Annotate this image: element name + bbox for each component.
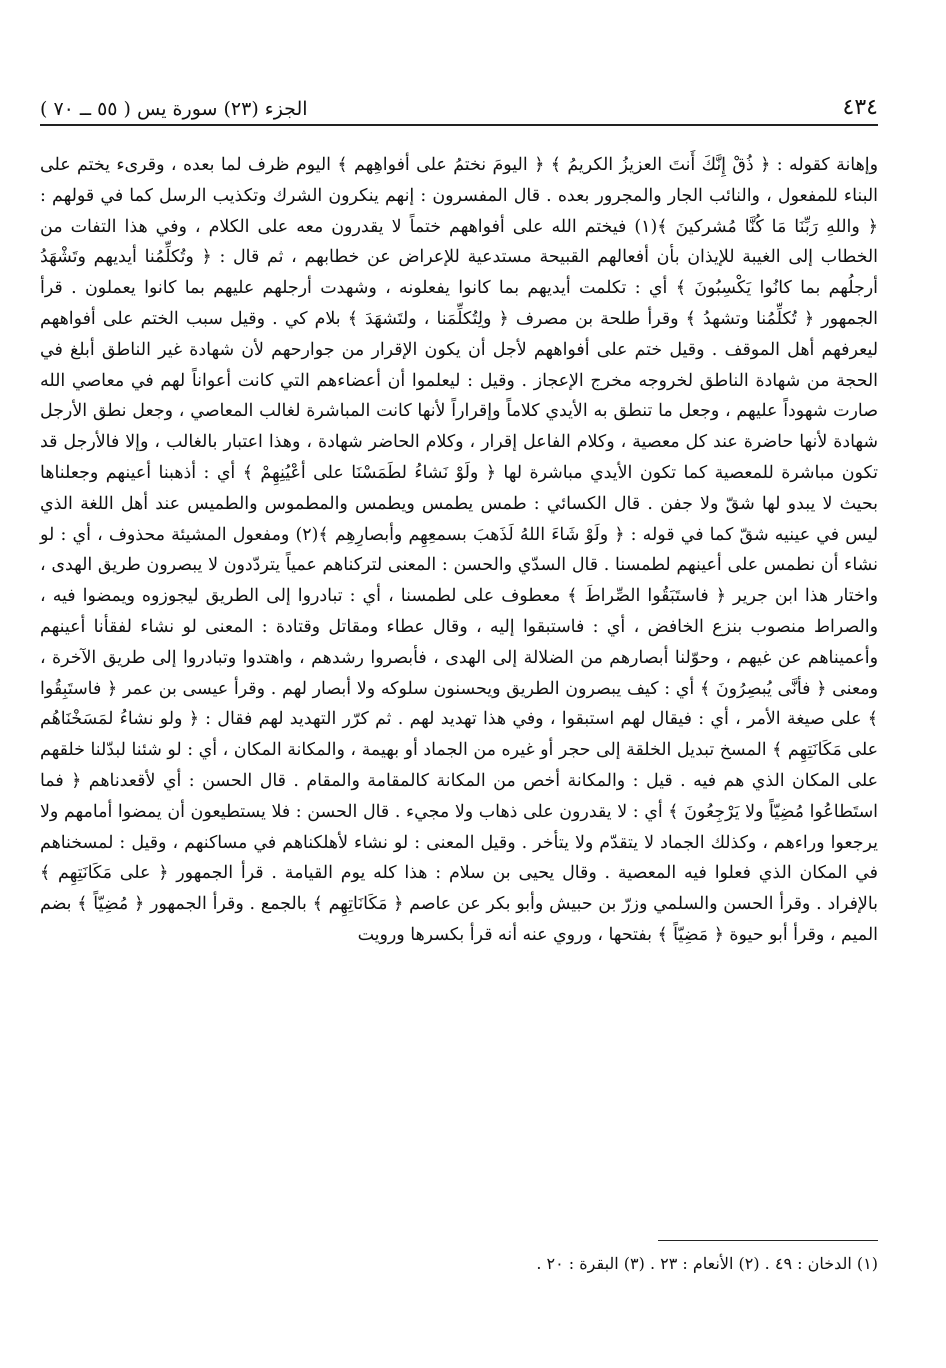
page-number: ٤٣٤ bbox=[842, 95, 878, 120]
footnotes-text: (١) الدخان : ٤٩ . (٢) الأنعام : ٢٣ . (٣) البقرة : ٢٠ . bbox=[536, 1254, 878, 1273]
footnote-rule bbox=[658, 1240, 878, 1241]
running-title: الجزء (٢٣) سورة يس ( ٥٥ ــ ٧٠ ) bbox=[40, 98, 308, 120]
body-paragraph: وإهانة كقوله : ﴿ ذُقْ إِنَّكَ أَنتَ العزيزُ الكريمُ ﴾ ﴿ اليومَ نختمُ على أفواهِهم ﴾ اليوم ظرف لما بعده ، وقرىء يختم على البناء للمفعول ، والنائب الجار والمجرور بعده . قال المفسرون : إنهم ينكرون الشرك وتكذيب الرسل كما في قولهم : ﴿ واللهِ رَبِّنَا مَا كُنَّا مُشركينَ ﴾(١) فيختم الله على أفواههم ختماً لا يقدرون معه على الكلام ، وفي هذا التفات من الخطاب إلى الغيبة للإيذان بأن أفعالهم القبيحة مستدعية للإعراض عن خطابهم ، ثم قال : ﴿ وتُكلِّمُنا أيديهم وتَشْهَدُ أرجلُهم بما كانُوا يَكْسِبُونَ ﴾ أي : تكلمت أيديهم بما كانوا يفعلونه ، وشهدت أرجلهم عليهم بما كانوا يعملون . قرأ الجمهور ﴿ تُكلِّمُنا وتشهدُ ﴾ وقرأ طلحة بن مصرف ﴿ ولِتُكلِّمَنا ، ولتَشهَدَ ﴾ بلام كي . وقيل سبب الختم على أفواههم ليعرفهم أهل الموقف . وقيل ختم على أفواههم لأجل أن يكون الإقرار من جوارحهم لأن شهادة غير الناطق أبلغ في الحجة من شهادة الناطق لخروجه مخرج الإعجاز . وقيل : ليعلموا أن أعضاءهم التي كانت أعواناً لهم في معاصي الله صارت شهوداً عليهم ، وجعل ما تنطق به الأيدي كلاماً وإقراراً لأنها كانت المباشرة لغالب المعاصي ، وجعل نطق الأرجل شهادة لأنها حاضرة عند كل معصية ، وكلام الفاعل إقرار ، وكلام الحاضر شهادة ، وهذا اعتبار بالغالب ، وإلا فالأرجل قد تكون مباشرة للمعصية كما تكون الأيدي مباشرة لها ﴿ ولَوْ نَشاءُ لطَمَسْنَا على أعْيُنِهِمْ ﴾ أي : أذهبنا أعينهم وجعلناها بحيث لا يبدو لها شقّ ولا جفن . قال الكسائي : طمس يطمس ويطمس والمطموس والطميس عند أهل اللغة الذي ليس في عينيه شقّ كما في قوله : ﴿ ولَوْ شَاءَ اللهُ لَذَهبَ بسمعِهِم وأبصارِهِم ﴾(٢) ومفعول المشيئة محذوف ، أي : لو نشاء أن نطمس على أعينهم لطمسنا . قال السدّي والحسن : المعنى لتركناهم عمياً يتردّدون لا يبصرون طريق الهدى ، واختار هذا ابن جرير ﴿ فاستَبَقُوا الصِّراطَ ﴾ معطوف على لطمسنا ، أي : تبادروا إلى الطريق ليجوزوه ويمضوا فيه ، والصراط منصوب بنزع الخافض ، أي : فاستبقوا إليه ، وقال عطاء ومقاتل وقتادة : المعنى لو نشاء لفقأنا أعينهم وأعميناهم عن غيهم ، وحوّلنا أبصارهم من الضلالة إلى الهدى ، فأبصروا رشدهم ، واهتدوا وتبادروا إلى طريق الآخرة ، ومعنى ﴿ فأنَّى يُبصِرُونَ ﴾ أي : كيف يبصرون الطريق ويحسنون سلوكه ولا أبصار لهم . وقرأ عيسى بن عمر ﴿ فاستَبِقُوا ﴾ على صيغة الأمر ، أي : فيقال لهم استبقوا ، وفي هذا تهديد لهم . ثم كرّر التهديد لهم فقال : ﴿ ولو نشاءُ لمَسَخْنَاهُم على مَكَانَتِهِم ﴾ المسخ تبديل الخلقة إلى حجر أو غيره من الجماد أو بهيمة ، والمكانة المكان ، أي : لو شئنا لبدّلنا خلقهم على المكان الذي هم فيه . قيل : والمكانة أخص من المكانة كالمقامة والمقام . قال الحسن : أي لأقعدناهم ﴿ فما استَطاعُوا مُضِيّاً ولا يَرْجِعُونَ ﴾ أي : لا يقدرون على ذهاب ولا مجيء . قال الحسن : فلا يستطيعون أن يمضوا أمامهم ولا يرجعوا وراءهم ، وكذلك الجماد لا يتقدّم ولا يتأخر . وقيل المعنى : لو نشاء لأهلكناهم في مساكنهم ، وقيل : لمسخناهم في المكان الذي فعلوا فيه المعصية . وقال يحيى بن سلام : هذا كله يوم القيامة . قرأ الجمهور ﴿ على مَكَانَتِهِم ﴾ بالإفراد . وقرأ الحسن والسلمي وزرّ بن حبيش وأبو بكر عن عاصم ﴿ مَكَانَاتِهِم ﴾ بالجمع . وقرأ الجمهور ﴿ مُضِيّاً ﴾ بضم الميم ، وقرأ أبو حيوة ﴿ مَضِيّاً ﴾ بفتحها ، وروي عنه أنه قرأ بكسرها ورويت bbox=[40, 155, 878, 945]
body-text bbox=[40, 150, 878, 951]
header-rule bbox=[40, 124, 878, 126]
footnotes bbox=[278, 1252, 878, 1276]
running-header bbox=[40, 88, 878, 120]
